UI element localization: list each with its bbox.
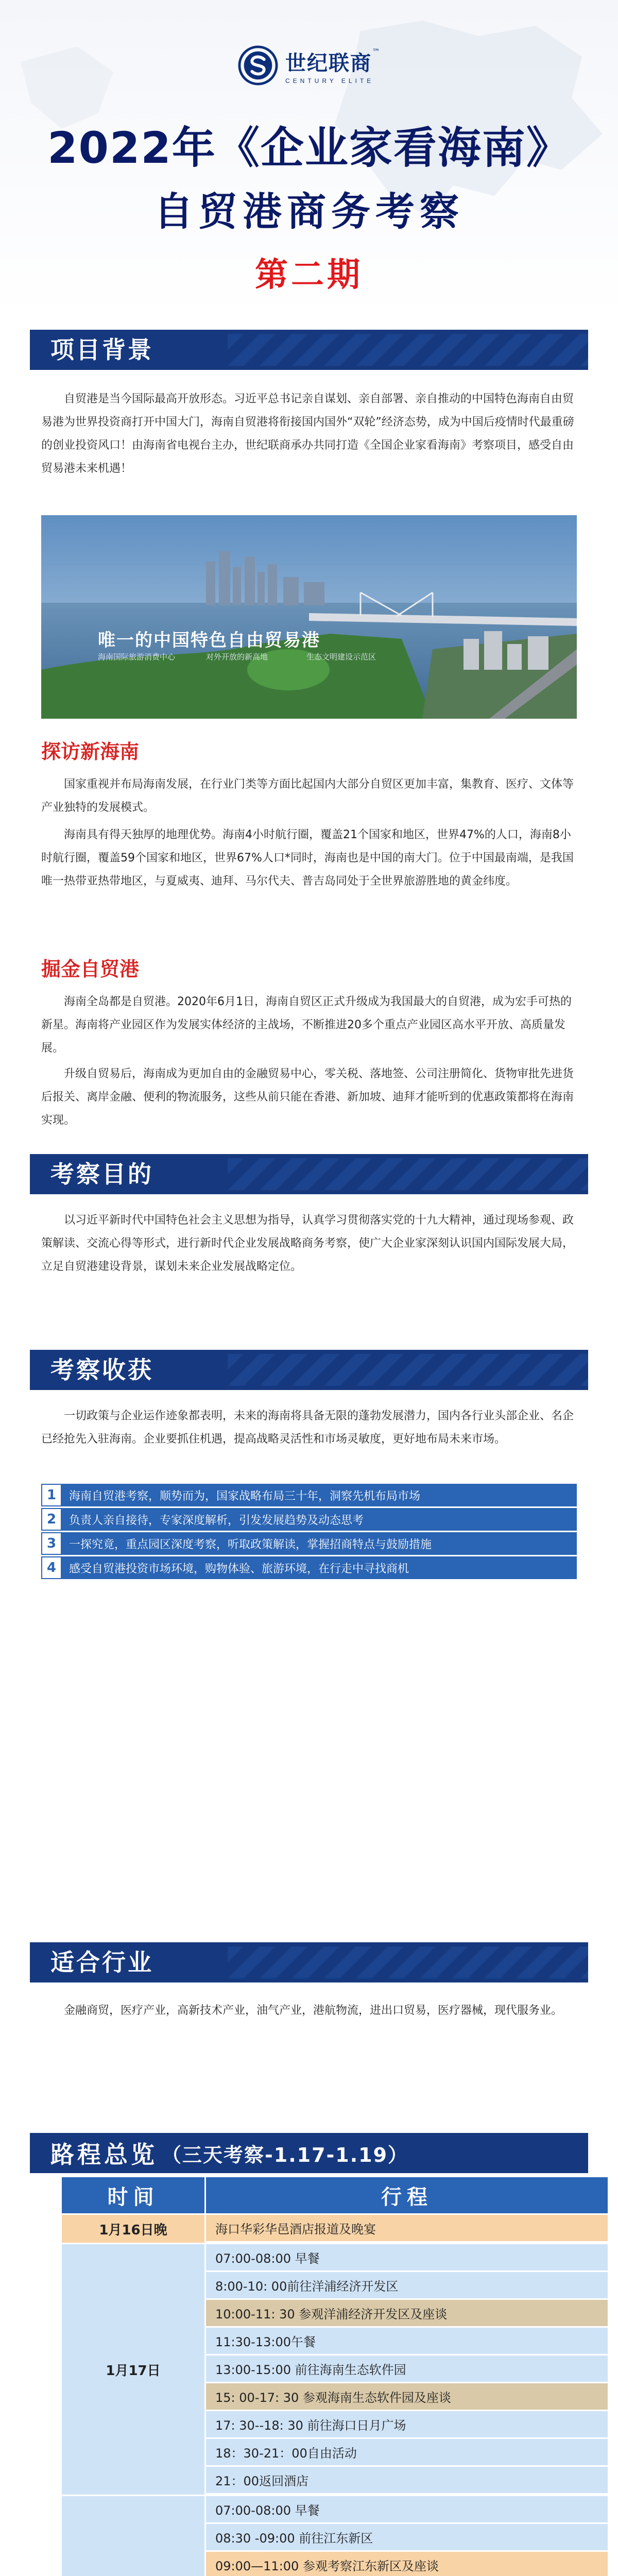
schedule-row: 13:00-15:00 前往海南生态软件园	[206, 2355, 608, 2383]
harvest-paragraph: 一切政策与企业运作迹象都表明，未来的海南将具备无限的蓬勃发展潜力，国内各行业头部企业、名企已经抢先入驻海南。企业要抓住机遇，提高战略灵活性和市场灵敏度，更好地布局未来市场。	[41, 1410, 574, 1446]
column-header-time: 时间	[62, 2177, 206, 2213]
section-industry-header	[30, 1942, 588, 1982]
item-text: 负责人亲自接待，专家深度解析，引发发展趋势及动态思考	[69, 1514, 364, 1527]
item-text: 感受自贸港投资市场环境，购物体验、旅游环境，在行走中寻找商机	[69, 1562, 409, 1575]
purpose-paragraph: 以习近平新时代中国特色社会主义思想为指导，认真学习贯彻落实党的十九大精神，通过现场参观、政策解读、交流心得等形式，进行新时代企业发展战略商务考察，使广大企业家深刻认识国内国际发展大局，立足自贸港建设背景，谋划未来企业发展战略定位。	[41, 1214, 574, 1273]
item-number: 4	[41, 1556, 62, 1579]
list-item	[41, 1508, 577, 1531]
schedule-row: 17: 30--18: 30 前往海口日月广场	[206, 2411, 608, 2439]
schedule-header-row	[62, 2177, 608, 2213]
schedule-row: 07:00-08:00 早餐	[206, 2244, 608, 2272]
schedule-row: 08:30 -09:00 前往江东新区	[206, 2524, 608, 2552]
day-label	[62, 2496, 206, 2576]
visit-heading: 探访新海南	[41, 740, 140, 763]
item-number: 1	[41, 1484, 62, 1506]
section-background-header	[30, 330, 588, 370]
photo-caption: 唯一的中国特色自由贸易港	[98, 630, 320, 651]
stripe-decoration	[228, 1354, 588, 1386]
section-heading: 考察目的	[30, 1154, 178, 1194]
schedule-row: 海口华彩华邑酒店报道及晚宴	[206, 2215, 608, 2243]
route-heading: 路程总览	[50, 2141, 158, 2168]
schedule-row: 10:00-11: 30 参观洋浦经济开发区及座谈	[206, 2300, 608, 2328]
schedule-day	[62, 2243, 608, 2495]
schedule-row: 09:00—11:00 参观考察江东新区及座谈	[206, 2552, 608, 2576]
section-heading: 适合行业	[30, 1942, 178, 1982]
day-label: 1月16日晚	[62, 2215, 206, 2243]
city-skyline-image	[41, 515, 577, 719]
brand-name-en: CENTURY ELITE	[285, 77, 374, 84]
stripe-decoration	[228, 1946, 588, 1978]
trademark-symbol: ™	[372, 46, 380, 57]
column-header-itinerary: 行程	[206, 2177, 608, 2213]
item-text: 一探究竟，重点园区深度考察，听取政策解读，掌握招商特点与鼓励措施	[69, 1538, 432, 1551]
industry-paragraph: 金融商贸，医疗产业，高新技术产业，油气产业，港航物流，进出口贸易，医疗器械，现代服务业。	[64, 2004, 563, 2017]
schedule-day	[62, 2213, 608, 2243]
stripe-decoration	[228, 1158, 588, 1190]
section-purpose-header	[30, 1154, 588, 1194]
schedule-row: 18：30-21：00自由活动	[206, 2439, 608, 2467]
brand-name-cn: 世纪联商	[285, 50, 372, 75]
schedule-day	[62, 2495, 608, 2576]
day-label: 1月17日	[62, 2244, 206, 2495]
list-item	[41, 1484, 577, 1506]
period-label: 第二期	[255, 256, 363, 294]
section-harvest-header	[30, 1350, 588, 1390]
schedule-table	[62, 2177, 608, 2576]
gold-paragraph-2: 升级自贸易后，海南成为更加自由的金融贸易中心，零关税、落地签、公司注册简化、货物审批先进货后报关、离岸金融、便利的物流服务，这些从前只能在香港、新加坡、迪拜才能听到的优惠政策都将在海南实现。	[41, 1067, 574, 1127]
header	[0, 0, 618, 319]
page-title: 2022年《企业家看海南》	[47, 123, 571, 173]
item-text: 海南自贸港考察，顺势而为，国家战略布局三十年，洞察先机布局市场	[69, 1489, 421, 1503]
hainan-city-photo	[41, 515, 577, 719]
brand-logo-icon	[238, 45, 278, 86]
route-subheading: （三天考察-1.17-1.19）	[162, 2143, 409, 2166]
stripe-decoration	[228, 334, 588, 366]
schedule-row: 8:00-10: 00前往洋浦经济开发区	[206, 2272, 608, 2300]
visit-paragraph-2: 海南具有得天独厚的地理优势。海南4小时航行圈，覆盖21个国家和地区，世界47%的人口，海南8小时航行圈，覆盖59个国家和地区，世界67%人口*同时，海南也是中国的南大门。位于中国最南端，是我国唯一热带亚热带地区，与夏威夷、迪拜、马尔代夫、普吉岛同处于全世界旅游胜地的黄金纬度。	[41, 828, 574, 888]
item-number: 2	[41, 1508, 62, 1531]
schedule-row: 11:30-13:00午餐	[206, 2328, 608, 2355]
route-header	[30, 2133, 588, 2173]
photo-subcaption: 海南国际旅游消费中心 对外开放的新高地 生态文明建设示范区	[98, 652, 376, 662]
schedule-row: 15: 00-17: 30 参观海南生态软件园及座谈	[206, 2383, 608, 2411]
harvest-list	[41, 1484, 577, 1581]
list-item	[41, 1556, 577, 1579]
background-paragraph: 自贸港是当今国际最高开放形态。习近平总书记亲自谋划、亲自部署、亲自推动的中国特色海南自由贸易港为世界投资商打开中国大门，海南自贸港将衔接国内国外“双轮”经济态势，成为中国后疫情时代最重磅的创业投资风口！由海南省电视台主办，世纪联商承办共同打造《全国企业家看海南》考察项目，感受自由贸易港未来机遇！	[41, 393, 574, 475]
list-item	[41, 1532, 577, 1555]
page-subtitle: 自贸港商务考察	[154, 189, 464, 234]
item-number: 3	[41, 1532, 62, 1555]
visit-paragraph-1: 国家重视并布局海南发展，在行业门类等方面比起国内大部分自贸区更加丰富，集教育、医疗、文体等产业独特的发展模式。	[41, 778, 574, 814]
schedule-row: 21：00返回酒店	[206, 2467, 608, 2495]
brand-logo	[0, 45, 618, 86]
schedule-row: 07:00-08:00 早餐	[206, 2496, 608, 2524]
gold-paragraph-1: 海南全岛都是自贸港。2020年6月1日，海南自贸区正式升级成为我国最大的自贸港，成为宏手可热的新星。海南将产业园区作为发展实体经济的主战场，不断推进20多个重点产业园区高水平开放、高质量发展。	[41, 995, 572, 1055]
section-heading: 项目背景	[30, 330, 178, 370]
gold-heading: 掘金自贸港	[41, 958, 140, 980]
section-heading: 考察收获	[30, 1350, 178, 1390]
